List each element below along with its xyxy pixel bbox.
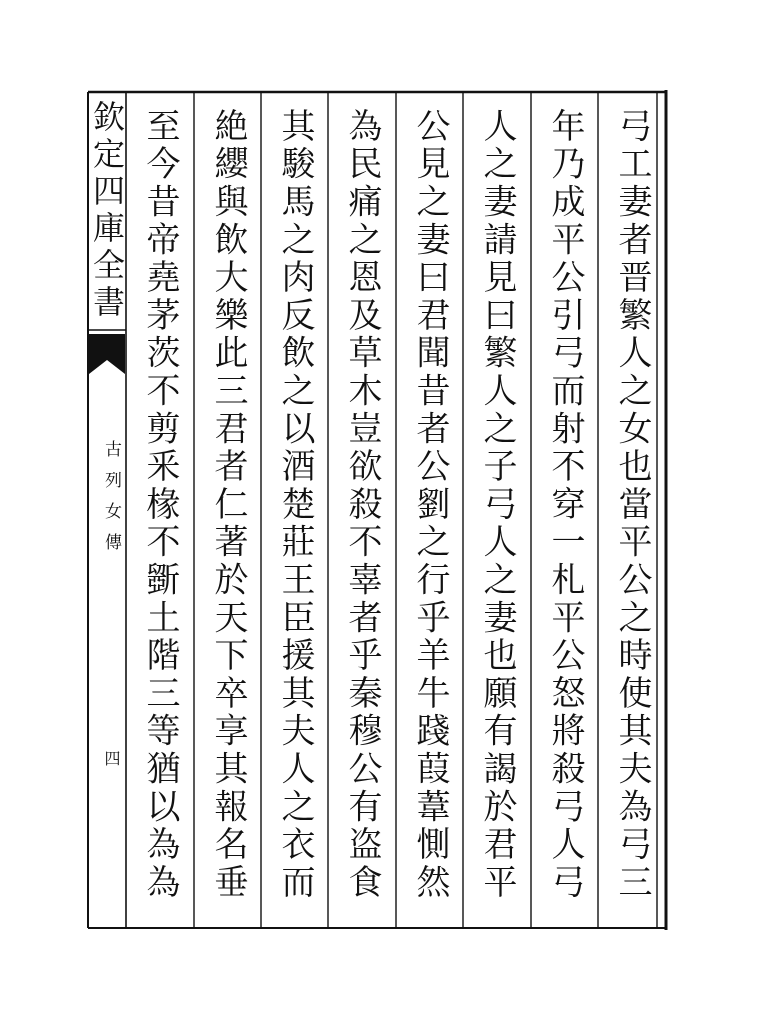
book-title: 古列女傳 bbox=[101, 440, 121, 564]
text-column: 弓工妻者晋繁人之女也當平公之時使其夫為弓三 bbox=[612, 108, 652, 902]
series-title: 欽定四庫全書 bbox=[88, 100, 126, 322]
fishtail-mark bbox=[89, 334, 125, 374]
text-column: 年乃成平公引弓而射不穿一札平公怒將殺弓人弓 bbox=[545, 108, 585, 902]
text-column: 絶纓與飲大樂此三君者仁著於天下卒享其報名垂 bbox=[208, 108, 248, 902]
text-column: 其駿馬之肉反飲之以酒楚莊王臣援其夫人之衣而 bbox=[275, 108, 315, 902]
text-column: 至今昔帝堯茅茨不剪釆椽不斵土階三等猶以為為 bbox=[140, 108, 180, 902]
page-number: 四 bbox=[102, 750, 121, 766]
text-column: 人之妻請見曰繁人之子弓人之妻也願有謁於君平 bbox=[477, 108, 517, 902]
text-column: 公見之妻曰君聞昔者公劉之行乎羊牛踐葭葦惻然 bbox=[410, 108, 450, 902]
text-column: 為民痛之恩及草木豈欲殺不辜者乎秦穆公有盗食 bbox=[342, 108, 382, 902]
